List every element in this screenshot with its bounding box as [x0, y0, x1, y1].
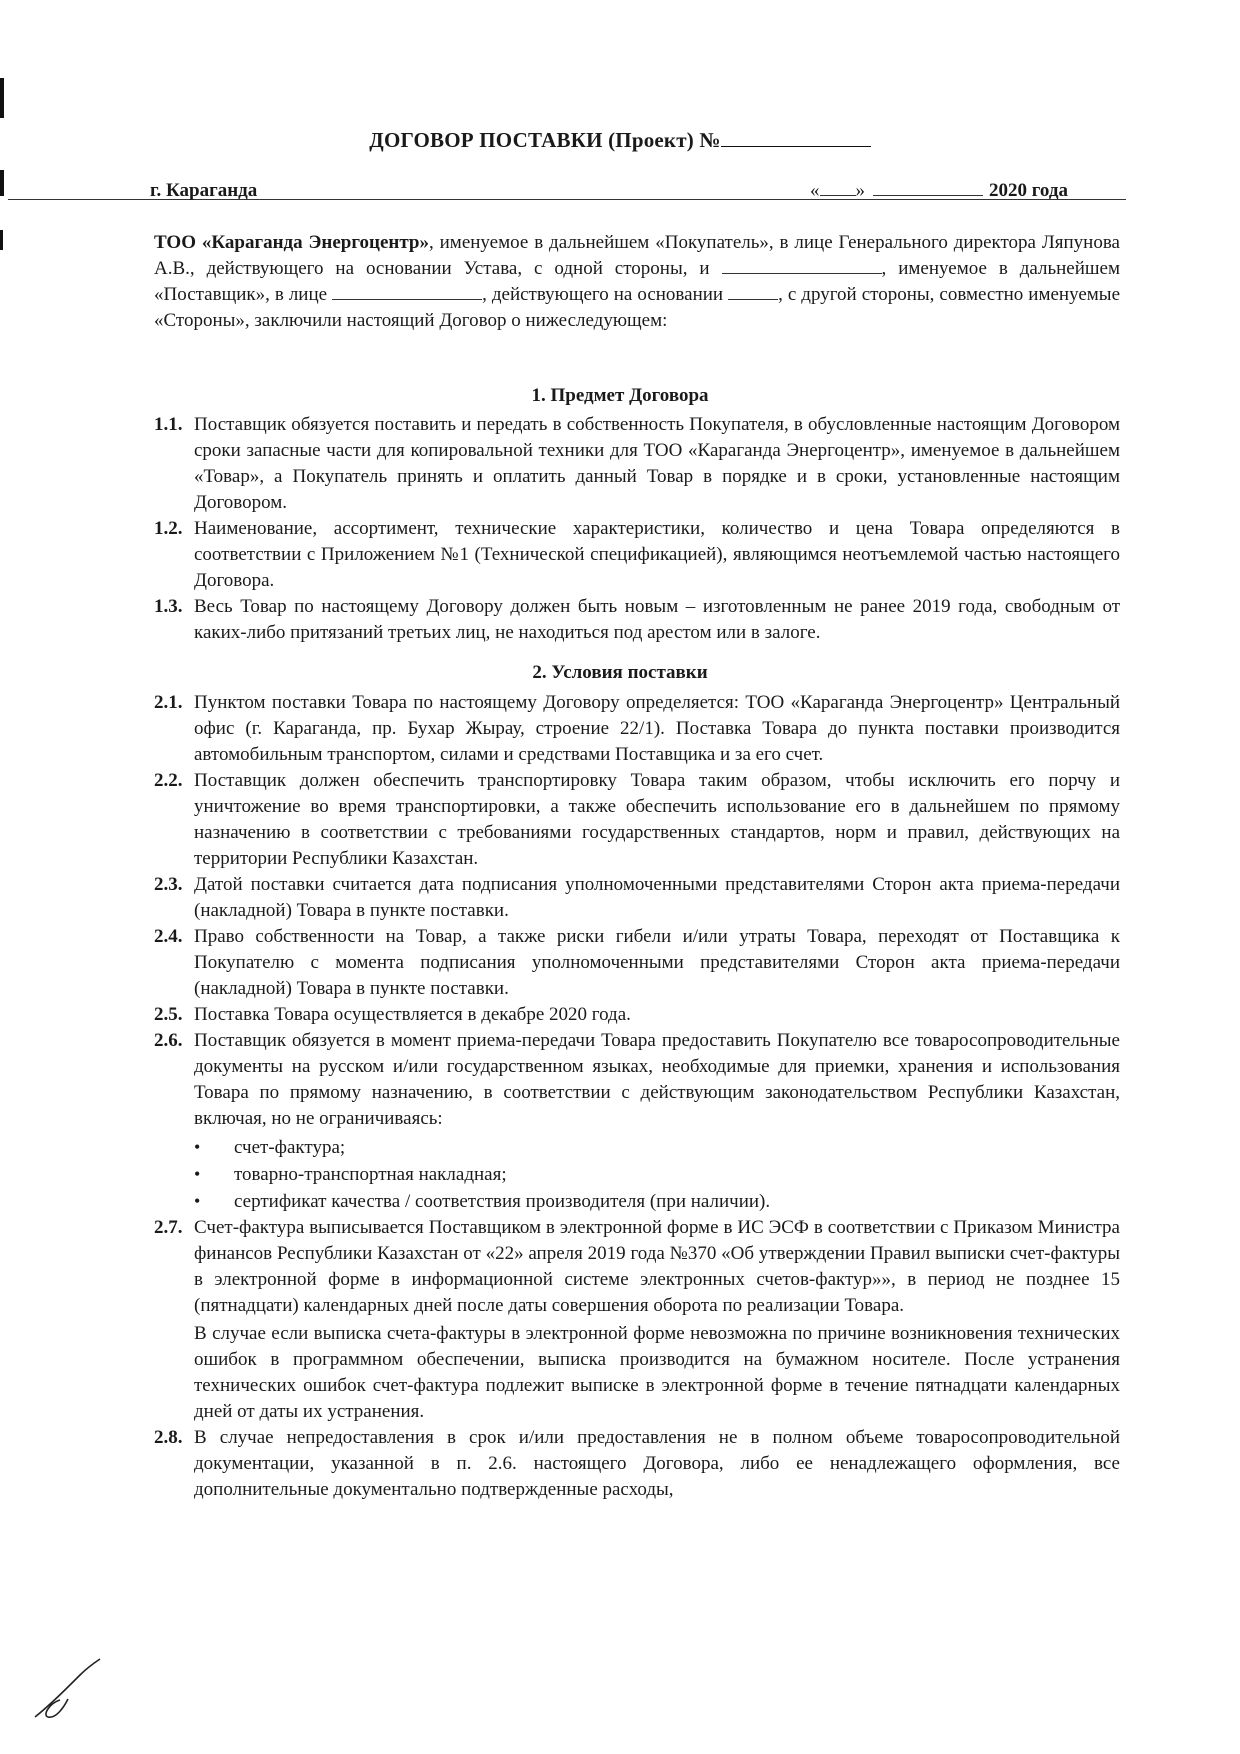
clause-2-7-paragraph-2: В случае если выписка счета-фактуры в электронной форме невозможна по причине возникновения технических ошибок в программном обеспечении, выписка производится на бумажном носителе. После устранения технических ошибок счет-фактура подлежит выписке в электронной форме в течение пятнадцати календарных дней от даты их устранения.	[194, 1323, 1120, 1422]
list-item: • счет-фактура;	[194, 1134, 1120, 1161]
document-title	[0, 128, 1240, 153]
clause-2-3: 2.3. Датой поставки считается дата подписания уполномоченными представителями Сторон акта приема-передачи (накладной) Товара в пункте поставки.	[154, 874, 1120, 921]
clause-2-5: 2.5. Поставка Товара осуществляется в декабре 2020 года.	[154, 1004, 631, 1025]
scan-edge-mark	[0, 78, 4, 118]
scan-edge-mark	[0, 170, 4, 196]
clause-2-7: 2.7. Счет-фактура выписывается Поставщиком в электронной форме в ИС ЭСФ в соответствии с Приказом Министра финансов Республики Казахстан от «22» апреля 2019 года №370 «Об утверждении Правил выписки счет-фактуры в электронной форме в информационной системе электронных счетов-фактур»», в период не позднее 15 (пятнадцати) календарных дней после даты совершения оборота по реализации Товара.	[154, 1217, 1120, 1316]
clause-1-3: 1.3. Весь Товар по настоящему Договору должен быть новым – изготовленным не ранее 2019 года, свободным от каких-либо притязаний третьих лиц, не находиться под арестом или в залоге.	[154, 596, 1120, 643]
clause-1-2: 1.2. Наименование, ассортимент, технические характеристики, количество и цена Товара определяются в соответствии с Приложением №1 (Технической спецификацией), являющимся неотъемлемой частью настоящего Договора.	[154, 518, 1120, 591]
day-blank	[820, 195, 856, 196]
basis-blank	[728, 283, 778, 300]
clause-2-8: 2.8. В случае непредоставления в срок и/или предоставления не в полном объеме товаросопроводительной документации, указанной в п. 2.6. настоящего Договора, либо ее ненадлежащего оформления, все дополнительные документально подтвержденные расходы,	[154, 1427, 1120, 1500]
documents-list	[194, 1134, 1120, 1215]
contract-number-blank	[721, 128, 871, 147]
contract-date: « » 2020 года	[810, 180, 1068, 201]
clause-2-4: 2.4. Право собственности на Товар, а также риски гибели и/или утраты Товара, переходят от Поставщика к Покупателю с момента подписания уполномоченными представителями Сторон акта приема-передачи (накладной) Товара в пункте поставки.	[154, 926, 1120, 999]
city-label: г. Караганда	[150, 180, 258, 201]
date-year: 2020 года	[989, 180, 1068, 201]
clause-1-1: 1.1. Поставщик обязуется поставить и передать в собственность Покупателя, в обусловленные настоящим Договором сроки запасные части для копировальной техники для ТОО «Караганда Энергоцентр», именуемое в дальнейшем «Товар», а Покупатель принять и оплатить данный Товар в порядке и в сроки, установленные настоящим Договором.	[154, 414, 1120, 513]
supplier-name-blank	[722, 257, 882, 274]
initials-signature	[30, 1655, 110, 1725]
month-blank	[873, 195, 983, 196]
document-title-text: ДОГОВОР ПОСТАВКИ (Проект) №	[369, 128, 721, 152]
section-1-clauses	[154, 412, 1120, 646]
section-2-clauses	[154, 690, 1120, 1503]
list-item: • сертификат качества / соответствия производителя (при наличии).	[194, 1188, 1120, 1215]
clause-2-2: 2.2. Поставщик должен обеспечить транспортировку Товара таким образом, чтобы исключить его порчу и уничтожение во время транспортировки, а также обеспечить использование его в дальнейшем по прямому назначению в соответствии с требованиями государственных стандартов, норм и правил, действующих на территории Республики Казахстан.	[154, 770, 1120, 869]
buyer-name: ТОО «Караганда Энергоцентр»	[154, 232, 429, 253]
list-item: • товарно-транспортная накладная;	[194, 1161, 1120, 1188]
scan-edge-mark	[0, 230, 3, 250]
section-2-title: 2. Условия поставки	[532, 662, 708, 683]
representative-blank	[332, 283, 482, 300]
section-1-title: 1. Предмет Договора	[531, 385, 709, 406]
preamble: ТОО «Караганда Энергоцентр», именуемое в дальнейшем «Покупатель», в лице Генерального директора Ляпунова А.В., действующего на основании Устава, с одной стороны, и , именуемое в дальнейшем «Поставщик», в лице , действующего на основании , с другой стороны, совместно именуемые «Стороны», заключили настоящий Договор о нижеследующем:	[154, 232, 1120, 331]
clause-2-6: 2.6. Поставщик обязуется в момент приема-передачи Товара предоставить Покупателю все товаросопроводительные документы на русском и/или государственном языках, необходимые для приемки, хранения и использования Товара по прямому назначению, в соответствии с действующим законодательством Республики Казахстан, включая, но не ограничиваясь:	[154, 1030, 1120, 1129]
clause-2-1: 2.1. Пунктом поставки Товара по настоящему Договору определяется: ТОО «Караганда Энергоцентр» Центральный офис (г. Караганда, пр. Бухар Жырау, строение 22/1). Поставка Товара до пункта поставки производится автомобильным транспортом, силами и средствами Поставщика и за его счет.	[154, 692, 1120, 765]
